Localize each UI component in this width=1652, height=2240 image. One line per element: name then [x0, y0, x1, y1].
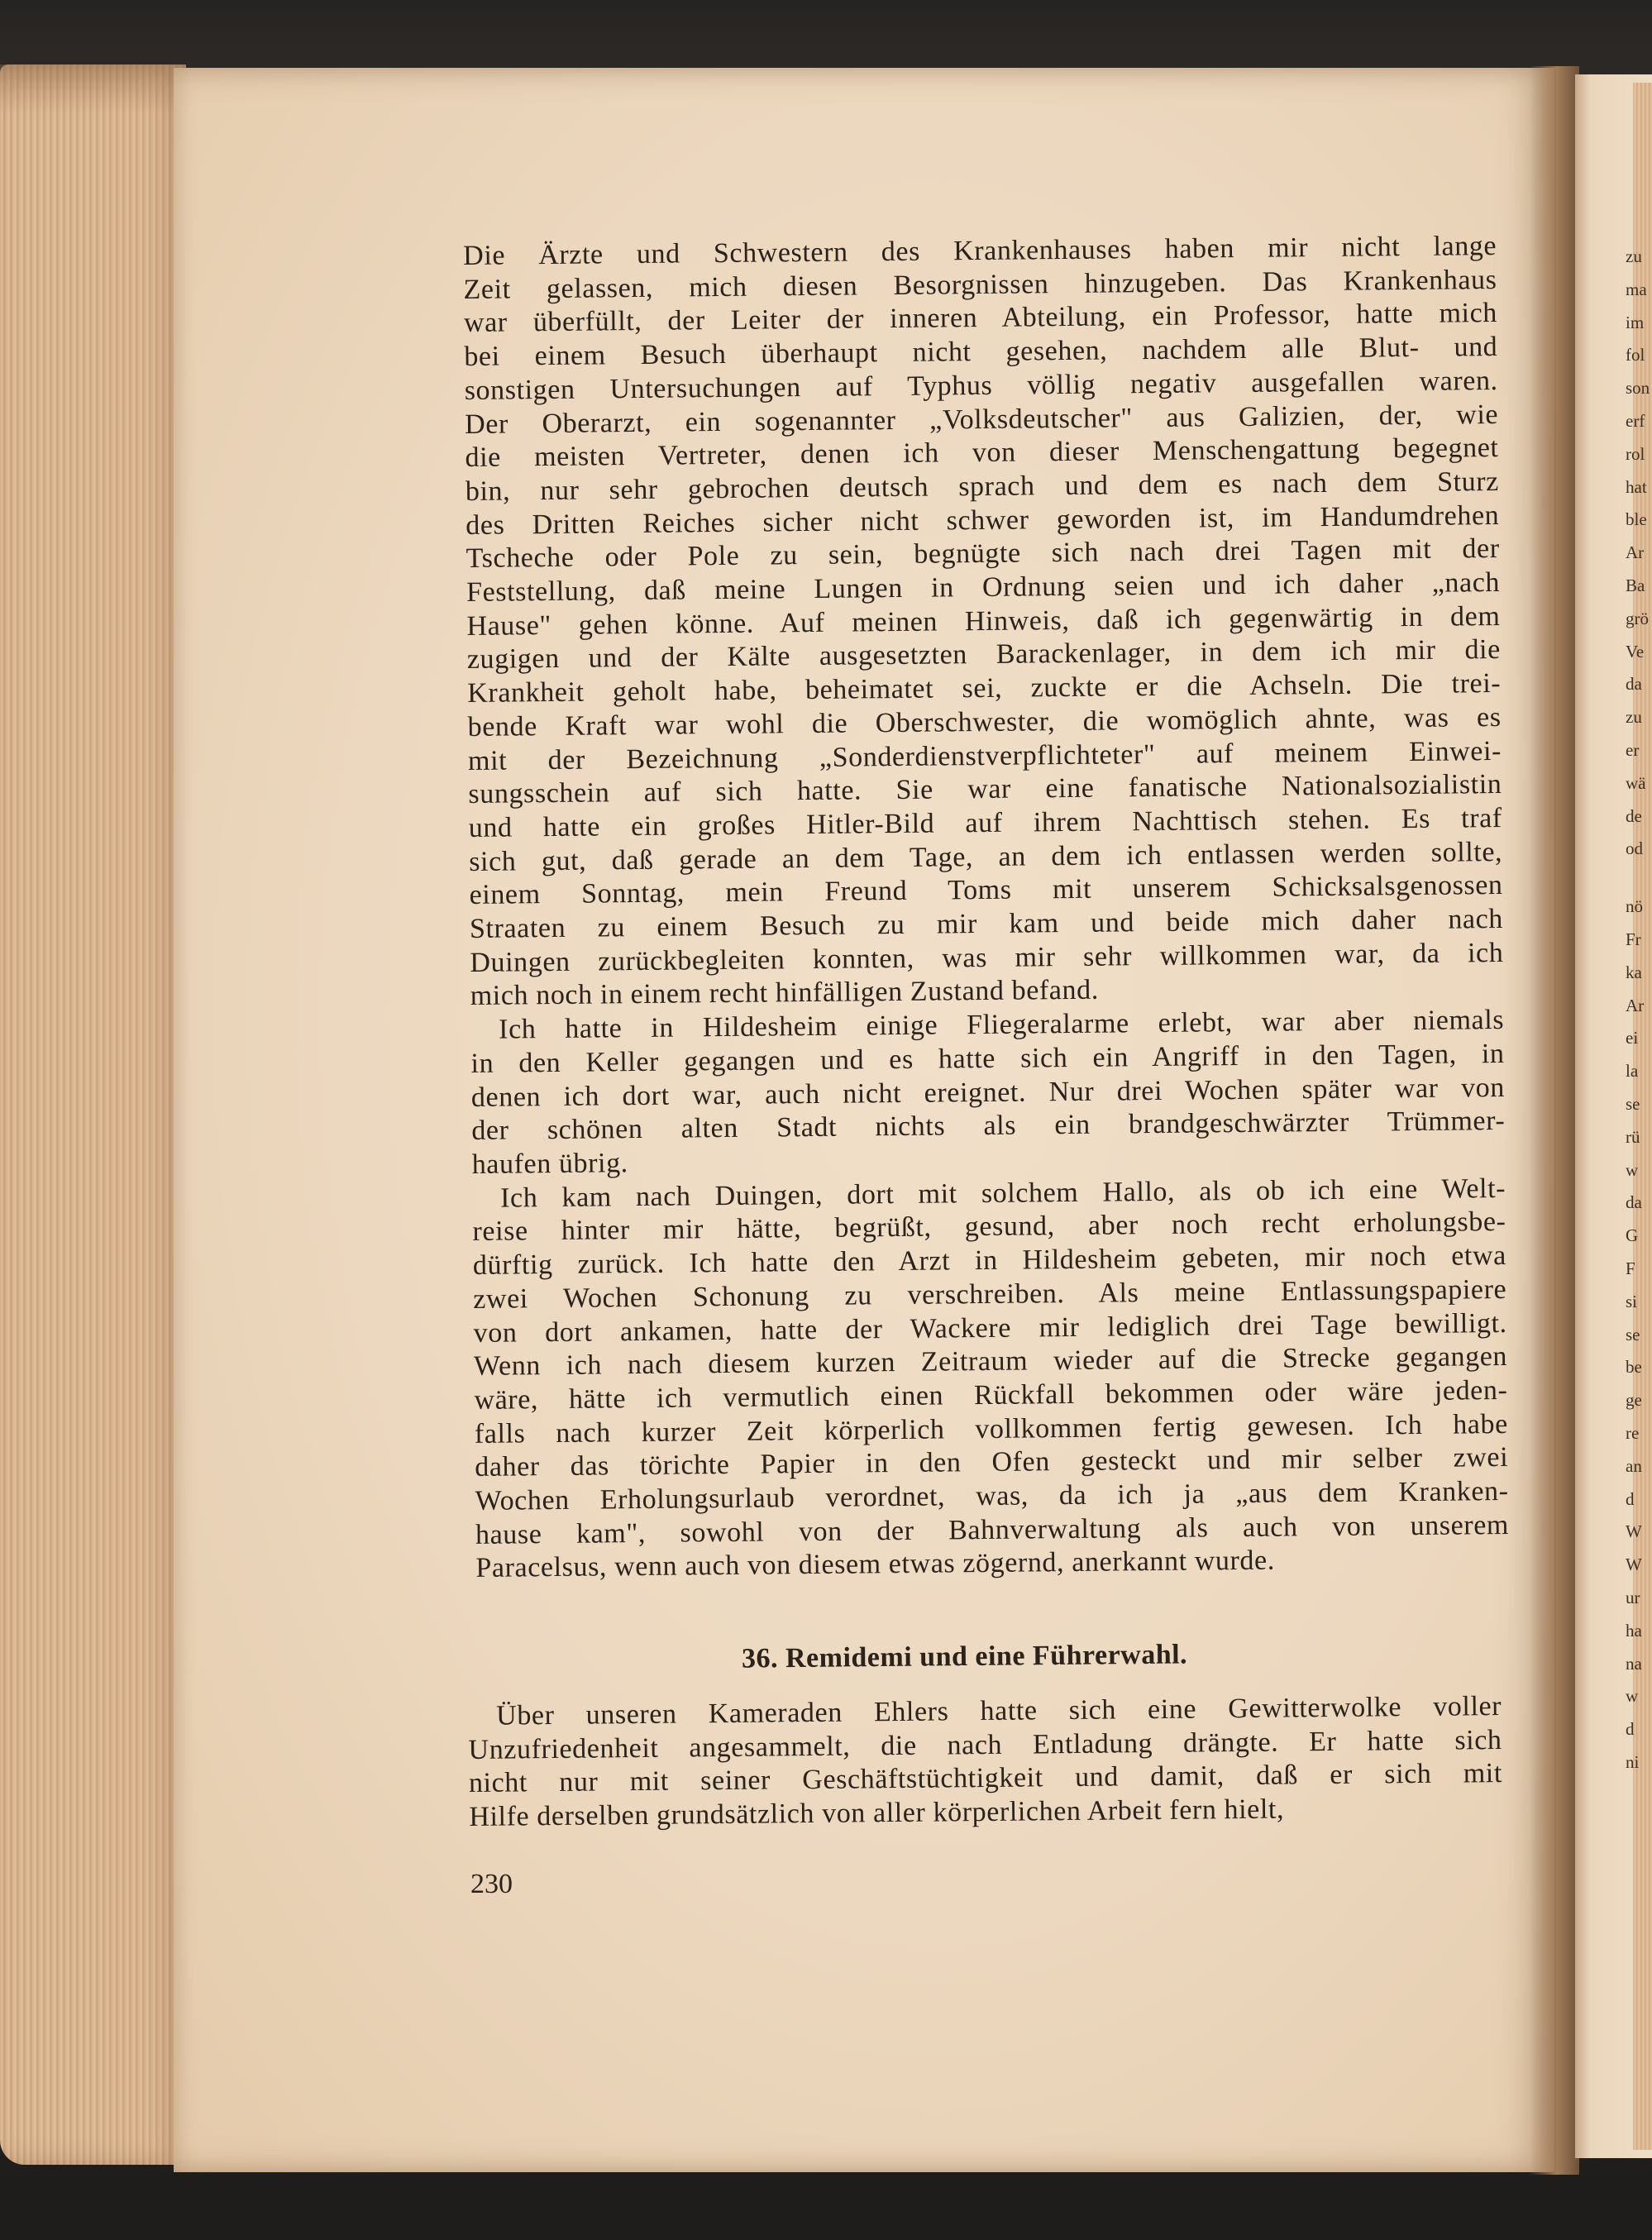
text-line: falls nach kurzer Zeit körperlich vollkommen fertig gewesen. Ich habe [474, 1408, 1508, 1450]
text-line: Paracelsus, wenn auch von diesem etwas zögernd, anerkannt wurde. [475, 1545, 1276, 1584]
right-page-word-fragment: im [1626, 312, 1645, 332]
right-page-word-fragment: W [1626, 1555, 1642, 1575]
right-page-word-fragment: rol [1626, 443, 1645, 464]
right-page-word-fragment: zu [1626, 707, 1642, 728]
body-text [463, 230, 1510, 1586]
text-line: war überfüllt, der Leiter der inneren Abteilung, ein Professor, hatte mich [463, 298, 1498, 339]
text-line: Der Oberarzt, ein sogenannter „Volksdeutscher" aus Galizien, der, wie [464, 399, 1499, 440]
text-line: Hause" gehen könne. Auf meinen Hinweis, daß ich gegenwärtig in dem [466, 600, 1501, 642]
right-page-word-fragment: Fr [1626, 929, 1641, 949]
text-line: Zeit gelassen, mich diesen Besorgnissen hinzugeben. Das Krankenhaus [463, 264, 1497, 305]
text-line: bende Kraft war wohl die Oberschwester, die womöglich ahnte, was es [467, 701, 1502, 743]
right-page-word-fragment: ble [1626, 509, 1647, 530]
right-page-word-fragment: ur [1626, 1588, 1640, 1607]
text-line: des Dritten Reiches sicher nicht schwer geworden ist, im Handumdrehen [466, 499, 1500, 541]
text-line: wäre, hätte ich vermutlich einen Rückfall bekommen oder wäre jeden- [474, 1374, 1508, 1416]
right-page-word-fragment: se [1626, 1094, 1640, 1114]
right-page-word-fragment: son [1626, 378, 1650, 399]
text-line: Die Ärzte und Schwestern des Krankenhauses haben mir nicht lange [463, 231, 1497, 271]
text-line: Unzufriedenheit angesammelt, die nach Entladung drängte. Er hatte sich [468, 1724, 1502, 1765]
text-line: Wenn ich nach diesem kurzen Zeitraum wieder auf die Strecke gegangen [473, 1341, 1508, 1383]
right-page-word-fragment: da [1626, 1192, 1642, 1213]
text-line: zugigen und der Kälte ausgesetzten Barackenlager, in dem ich mir die [466, 634, 1501, 676]
right-page-word-fragment: fol [1626, 345, 1645, 365]
page-number: 230 [470, 1869, 513, 1899]
text-line: zwei Wochen Schonung zu verschreiben. Als meine Entlassungspapiere [473, 1273, 1507, 1315]
text-line: Hilfe derselben grundsätzlich von aller körperlichen Arbeit fern hielt, [469, 1793, 1285, 1833]
text-line: Ich hatte in Hildesheim einige Fliegeralarme erlebt, war aber niemals [498, 1005, 1505, 1045]
right-page-word-fragment: W [1626, 1521, 1642, 1542]
right-page-word-fragment: ei [1626, 1028, 1639, 1048]
right-page-word-fragment: re [1626, 1423, 1640, 1443]
right-page-word-fragment: Ba [1626, 576, 1645, 595]
text-line: reise hinter mir hätte, begrüßt, gesund, aber noch recht erholungsbe- [472, 1206, 1506, 1248]
text-line: Wochen Erholungsurlaub verordnet, was, da ich ja „aus dem Kranken- [475, 1475, 1509, 1516]
right-page-word-fragment: F [1626, 1259, 1635, 1278]
paragraph-1 [463, 230, 1504, 1014]
text-line: in den Keller gegangen und es hatte sich ein Angriff in den Tagen, in [470, 1038, 1505, 1079]
right-page-word-fragment: la [1626, 1061, 1639, 1082]
text-line: Ich kam nach Duingen, dort mit solchem Hallo, als ob ich eine Welt- [499, 1173, 1506, 1214]
text-line: sungsschein auf sich hatte. Sie war eine fanatische Nationalsozialistin [468, 769, 1502, 810]
left-page-stack-edges [0, 64, 186, 2165]
paragraph-3 [472, 1173, 1510, 1586]
text-line: Feststellung, daß meine Lungen in Ordnung seien und ich daher „nach [466, 567, 1501, 609]
text-line: einem Sonntag, mein Freund Toms mit unserem Schicksalsgenossen [469, 870, 1503, 911]
right-page-word-fragment: d [1626, 1719, 1635, 1740]
text-line: dürftig zurück. Ich hatte den Arzt in Hildesheim gebeten, mir noch etwa [472, 1240, 1507, 1282]
right-page-word-fragment: de [1626, 805, 1642, 826]
right-page-word-fragment: w [1626, 1159, 1639, 1180]
right-page-word-fragment: er [1626, 740, 1640, 760]
text-line: bin, nur sehr gebrochen deutsch sprach und dem es nach dem Sturz [465, 466, 1500, 507]
text-line: daher das törichte Papier in den Ofen gesteckt und mir selber zwei [475, 1442, 1509, 1483]
text-line: Straaten zu einem Besuch zu mir kam und beide mich daher nach [469, 904, 1504, 945]
right-page-word-fragment: hat [1626, 476, 1647, 497]
chapter-body-text [468, 1690, 1503, 1835]
chapter-heading: 36. Remidemi und eine Führerwahl. [741, 1639, 1188, 1674]
text-line: Tscheche oder Pole zu sein, begnügte sich nach drei Tagen mit der [466, 533, 1500, 575]
right-page-word-fragment: da [1626, 674, 1642, 695]
right-page-word-fragment: od [1626, 838, 1643, 859]
text-line: Über unseren Kameraden Ehlers hatte sich eine Gewitterwolke voller [496, 1691, 1502, 1731]
right-page-word-fragment: zu [1626, 246, 1642, 266]
text-line: hause kam", sowohl von der Bahnverwaltung als auch von unserem [475, 1509, 1510, 1550]
right-page-word-fragment: G [1626, 1225, 1639, 1246]
right-page-word-fragment: wä [1626, 772, 1646, 793]
right-page-word-fragment: ha [1626, 1620, 1642, 1641]
text-line: die meisten Vertreter, denen ich von dieser Menschengattung begegnet [465, 432, 1499, 474]
right-page-word-fragment: an [1626, 1455, 1642, 1476]
right-page-word-fragment: Ve [1626, 641, 1645, 661]
right-page-word-fragment: grö [1626, 608, 1649, 628]
right-page-word-fragment: be [1626, 1357, 1642, 1378]
text-line: denen ich dort war, auch nicht ereignet. Nur drei Wochen später war von [470, 1072, 1506, 1113]
right-page-word-fragment: ma [1626, 279, 1647, 299]
right-page-word-fragment: ge [1626, 1390, 1642, 1411]
paragraph-2 [470, 1004, 1506, 1182]
text-line: nicht nur mit seiner Geschäftstüchtigkeit und damit, daß er sich mit [468, 1758, 1503, 1799]
right-page-word-fragment: si [1626, 1291, 1638, 1311]
right-page-word-fragment: Ar [1626, 995, 1645, 1015]
text-line: mit der Bezeichnung „Sonderdienstverpflichteter" auf meinem Einwei- [467, 735, 1502, 776]
paragraph-4 [468, 1690, 1503, 1835]
right-page-word-fragment: ka [1626, 962, 1642, 982]
text-line: mich noch in einem recht hinfälligen Zustand befand. [470, 975, 1100, 1012]
right-page-word-fragment: d [1626, 1488, 1635, 1509]
text-line: sonstigen Untersuchungen auf Typhus völlig negativ ausgefallen waren. [464, 365, 1498, 406]
text-line: sich gut, daß gerade an dem Tage, an dem ich entlassen werden sollte, [469, 836, 1503, 877]
text-line: Krankheit geholt habe, beheimatet sei, zuckte er die Achseln. Die trei- [467, 668, 1502, 709]
right-page-word-fragment: Ar [1626, 542, 1645, 563]
right-page-word-fragment: nö [1626, 896, 1643, 917]
right-page-word-fragment: ni [1626, 1752, 1640, 1772]
text-line: Duingen zurückbegleiten konnten, was mir sehr willkommen war, da ich [470, 937, 1504, 978]
text-line: und hatte ein großes Hitler-Bild auf ihrem Nachttisch stehen. Es traf [468, 802, 1502, 843]
text-line: haufen übrig. [471, 1148, 628, 1180]
right-page-word-fragment: w [1626, 1686, 1639, 1707]
right-page-word-fragment: na [1626, 1653, 1642, 1674]
text-line: bei einem Besuch überhaupt nicht gesehen, nachdem alle Blut- und [464, 332, 1498, 373]
right-page-word-fragment: erf [1626, 411, 1645, 431]
right-page-word-fragment: rü [1626, 1126, 1640, 1147]
text-line: der schönen alten Stadt nichts als ein brandgeschwärzter Trümmer- [471, 1106, 1506, 1147]
book-gutter [1530, 66, 1579, 2175]
text-line: von dort ankamen, hatte der Wackere mir lediglich drei Tage bewilligt. [473, 1307, 1507, 1349]
right-page-word-fragment: se [1626, 1324, 1640, 1344]
